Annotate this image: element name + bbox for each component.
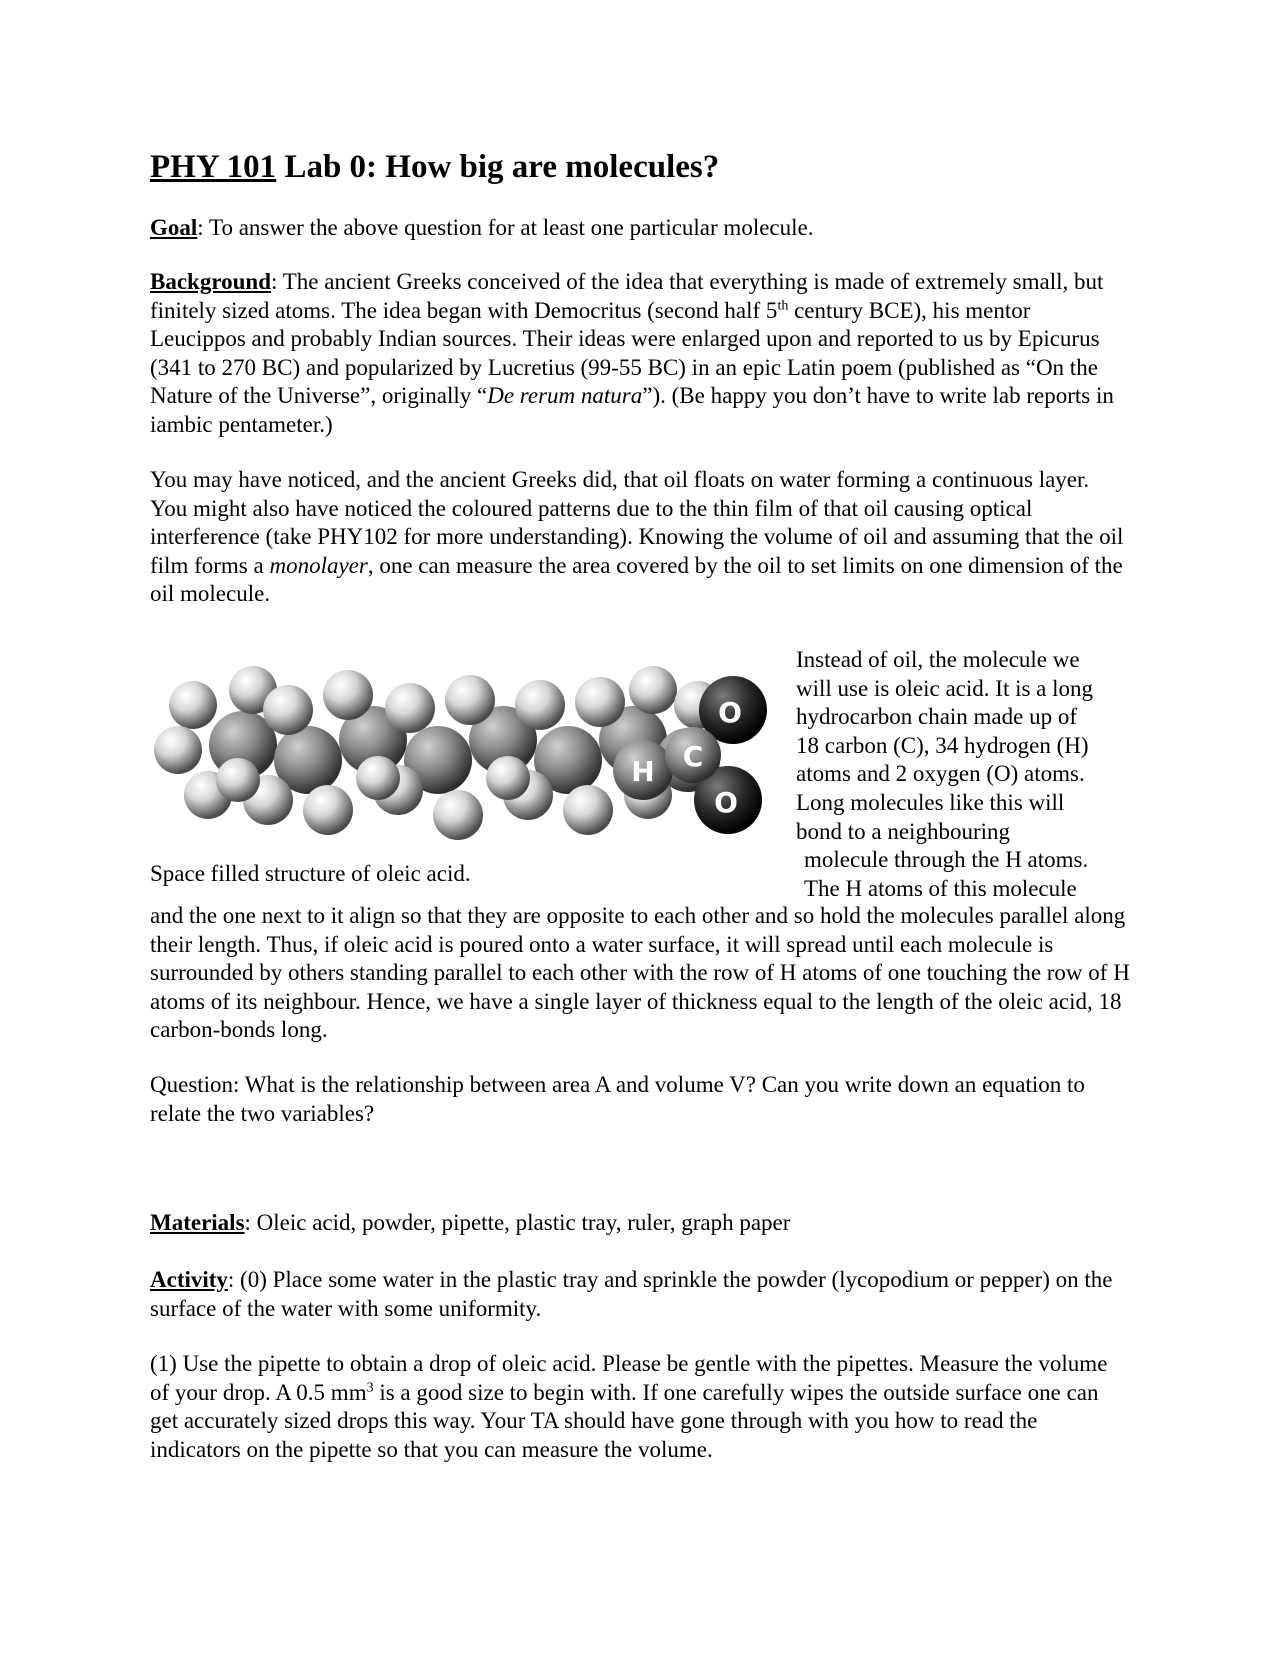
side-text — [796, 646, 1146, 903]
continuation-paragraph: and the one next to it align so that they are opposite to each other and so hold the molecules parallel along their length. Thus, if oleic acid is poured onto a water surface, it will spread until each molecule is surrounded by others standing parallel to each other with the row of H atoms of one touching the row of H atoms of its neighbour. Hence, we have a single layer of thickness equal to the length of the oleic acid, 18 carbon-bonds long. — [150, 903, 1130, 1043]
materials-label: Materials — [150, 1210, 245, 1235]
side-line: bond to a neighbouring — [796, 818, 1010, 844]
side-line: molecule through the H atoms. — [804, 847, 1089, 873]
atom-label-carbon: C — [682, 740, 704, 773]
background-text-1: : The ancient Greeks conceived of the idea that everything is made of extremely small, but finitely sized atoms. The idea began with Democritus (second half 5 — [150, 269, 1104, 323]
side-line: Long molecules like this will — [796, 789, 1065, 815]
side-line: The H atoms of this molecule — [804, 875, 1077, 901]
oil-italic: monolayer — [269, 552, 368, 578]
activity-text: : (0) Place some water in the plastic tray and sprinkle the powder (lycopodium or pepper) on the surface of the water with some uniformity. — [150, 1267, 1113, 1321]
side-line: 18 carbon (C), 34 hydrogen (H) — [796, 732, 1089, 758]
goal-label: Goal — [150, 215, 198, 240]
step1-superscript: 3 — [366, 1379, 374, 1395]
atom-label-oxygen-bottom: O — [714, 786, 738, 819]
step1-text-1: (1) Use the pipette to obtain a drop of oleic acid. Please be gentle with the pipettes. Measure the volume of your drop. A 0.5 mm — [150, 1351, 1108, 1405]
background-italic: De rerum natura — [487, 383, 643, 409]
goal-text: : To answer the above question for at least one particular molecule. — [197, 215, 814, 240]
activity-label: Activity — [150, 1267, 228, 1292]
figure-caption: Space filled structure of oleic acid. — [150, 861, 471, 886]
side-line: will use is oleic acid. It is a long — [796, 675, 1094, 701]
side-line: Instead of oil, the molecule we — [796, 647, 1080, 672]
background-superscript: th — [777, 297, 789, 313]
question-paragraph: Question: What is the relationship between area A and volume V? Can you write down an equation to relate the two variables? — [150, 1072, 1085, 1126]
activity-paragraph — [150, 1266, 1130, 1323]
materials-text: : Oleic acid, powder, pipette, plastic tray, ruler, graph paper — [244, 1210, 791, 1235]
background-text-2: century BCE), his mentor Leucippos and probably Indian sources. Their ideas were enlarged upon and reported to us by Epicurus (341 to 270 BC) and popularized by Lucretius (99-55 BC) in an epic Latin poem (published as “On the Nature of the Universe”, originally “ — [150, 297, 1100, 409]
title-text: Lab 0: How big are molecules? — [276, 149, 720, 185]
oleic-acid-figure — [148, 650, 788, 860]
background-text-3: ”). (Be happy you don’t have to write lab reports in iambic pentameter.) — [150, 383, 1114, 437]
goal-paragraph — [150, 214, 1130, 243]
step1-text-2: is a good size to begin with. If one carefully wipes the outside surface one can get accurately sized drops this way. Your TA should have gone through with you how to read the indicators on the pipette so that you can measure the volume. — [150, 1379, 1099, 1462]
background-paragraph — [150, 268, 1130, 440]
materials-paragraph — [150, 1209, 1130, 1238]
step1-paragraph — [150, 1350, 1130, 1464]
oil-text-2: , one can measure the area covered by the oil to set limits on one dimension of the oil molecule. — [150, 552, 1123, 607]
oil-text-1: You may have noticed, and the ancient Greeks did, that oil floats on water forming a continuous layer. You might also have noticed the coloured patterns due to the thin film of that oil causing optical interference (take PHY102 for more understanding). Knowing the volume of oil and assuming that the oil film forms a — [150, 467, 1124, 578]
course-code: PHY 101 — [150, 149, 277, 185]
side-line: hydrocarbon chain made up of — [796, 704, 1078, 730]
page-title — [150, 148, 719, 188]
atom-label-oxygen-top: O — [718, 696, 742, 729]
oil-paragraph — [150, 466, 1130, 609]
side-line: atoms and 2 oxygen (O) atoms. — [796, 761, 1085, 787]
atom-label-hydrogen: H — [631, 755, 655, 788]
background-label: Background — [150, 269, 272, 294]
